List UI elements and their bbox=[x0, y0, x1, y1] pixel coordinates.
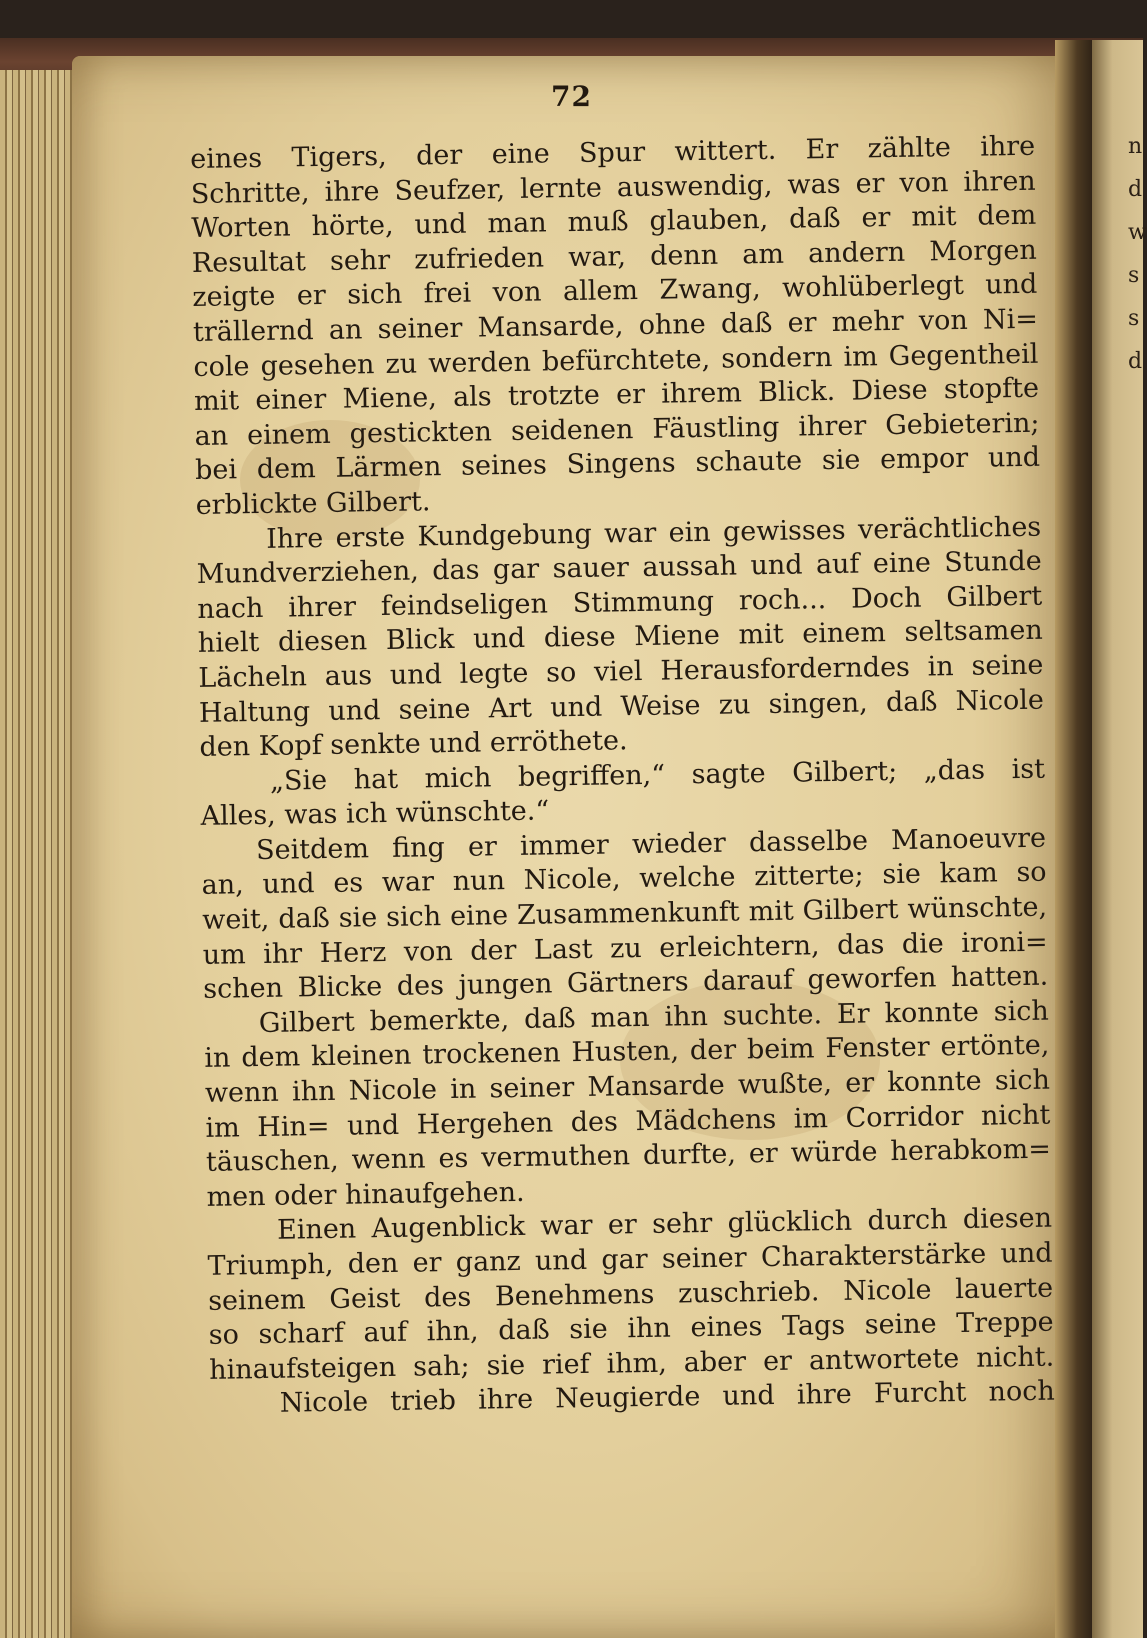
text-line: men oder hinaufgehen. bbox=[206, 1176, 525, 1213]
text-line: an, und es war nun Nicole, welche zitterte; sie kam so bbox=[201, 857, 1047, 902]
page-number: 72 bbox=[551, 80, 592, 113]
text-line: Ihre erste Kundgebung war ein gewisses verächtliches bbox=[265, 511, 1042, 555]
text-line: so scharf auf ihn, daß sie ihn eines Tags seine Treppe bbox=[208, 1306, 1054, 1352]
text-line: um ihr Herz von der Last zu erleichtern, das die ironi= bbox=[202, 926, 1048, 971]
text-line: „Sie hat mich begriffen,“ sagte Gilbert; „das ist bbox=[269, 753, 1046, 797]
next-page-letter: d bbox=[1128, 349, 1143, 374]
text-line: Gilbert bemerkte, daß man ihn suchte. Er konnte sich bbox=[258, 995, 1049, 1039]
text-line: trällernd an seiner Mansarde, ohne daß er mehr von Ni= bbox=[192, 303, 1039, 348]
text-line: eines Tigers, der eine Spur wittert. Er zählte ihre bbox=[190, 130, 1036, 175]
text-line: den Kopf senkte und erröthete. bbox=[199, 725, 628, 764]
text-line: schen Blicke des jungen Gärtners darauf geworfen hatten. bbox=[203, 960, 1049, 1006]
body-text bbox=[190, 130, 1055, 1423]
text-line: weit, daß sie sich eine Zusammenkunft mit Gilbert wünschte, bbox=[201, 891, 1048, 936]
text-line: Resultat sehr zufrieden war, denn am andern Morgen bbox=[191, 234, 1038, 279]
text-line: Lächeln aus und legte so viel Herausforderndes in seine bbox=[198, 649, 1044, 694]
next-page-letter: n bbox=[1128, 134, 1143, 159]
text-line: Haltung und seine Art und Weise zu singen, daß Nicole bbox=[198, 684, 1045, 729]
text-line: im Hin= und Hergehen des Mädchens im Corridor nicht bbox=[205, 1099, 1051, 1144]
next-page-letters bbox=[1128, 125, 1147, 383]
text-line: Einen Augenblick war er sehr glücklich durch diesen bbox=[276, 1203, 1053, 1247]
text-line: Nicole trieb ihre Neugierde und ihre Furcht noch bbox=[279, 1375, 1055, 1420]
text-line: Mundverziehen, das gar sauer aussah und auf eine Stunde bbox=[196, 545, 1042, 591]
text-line: an einem gestickten seidenen Fäustling ihrer Gebieterin; bbox=[194, 407, 1040, 452]
text-line: wenn ihn Nicole in seiner Mansarde wußte, er konnte sich bbox=[204, 1064, 1051, 1109]
text-line: in dem kleinen trockenen Husten, der beim Fenster ertönte, bbox=[204, 1030, 1050, 1075]
book-gutter bbox=[1055, 40, 1095, 1638]
next-page-letter: s bbox=[1128, 263, 1140, 288]
next-page-letter: d bbox=[1128, 177, 1143, 202]
next-page-letter: w bbox=[1128, 220, 1147, 245]
text-line: Schritte, ihre Seufzer, lernte auswendig, was er von ihren bbox=[190, 165, 1036, 210]
text-line: bei dem Lärmen seines Singens schaute sie empor und bbox=[194, 442, 1041, 487]
text-line: täuschen, wenn es vermuthen durfte, er würde herabkom= bbox=[205, 1133, 1052, 1179]
text-line: zeigte er sich frei von allem Zwang, wohlüberlegt und bbox=[192, 269, 1038, 314]
text-line: Worten hörte, und man muß glauben, daß er mit dem bbox=[191, 199, 1037, 245]
text-line: seinem Geist des Benehmens zuschrieb. Nicole lauerte bbox=[207, 1272, 1054, 1317]
next-page-letter: s bbox=[1128, 306, 1140, 331]
text-line: nach ihrer feindseligen Stimmung roch... Doch Gilbert bbox=[197, 580, 1043, 625]
text-line: erblickte Gilbert. bbox=[195, 486, 431, 521]
text-line: Seitdem fing er immer wieder dasselbe Manoeuvre bbox=[255, 822, 1047, 866]
text-line: hielt diesen Blick und diese Miene mit einem seltsamen bbox=[197, 614, 1044, 660]
text-line: mit einer Miene, als trotzte er ihrem Blick. Diese stopfte bbox=[193, 372, 1040, 418]
text-line: hinaufsteigen sah; sie rief ihm, aber er antwortete nicht. bbox=[209, 1341, 1055, 1386]
text-line: Alles, was ich wünschte.“ bbox=[200, 795, 550, 833]
text-line: cole gesehen zu werden befürchtete, sondern im Gegentheil bbox=[193, 338, 1039, 383]
text-line: Triumph, den er ganz und gar seiner Charakterstärke und bbox=[207, 1237, 1053, 1282]
